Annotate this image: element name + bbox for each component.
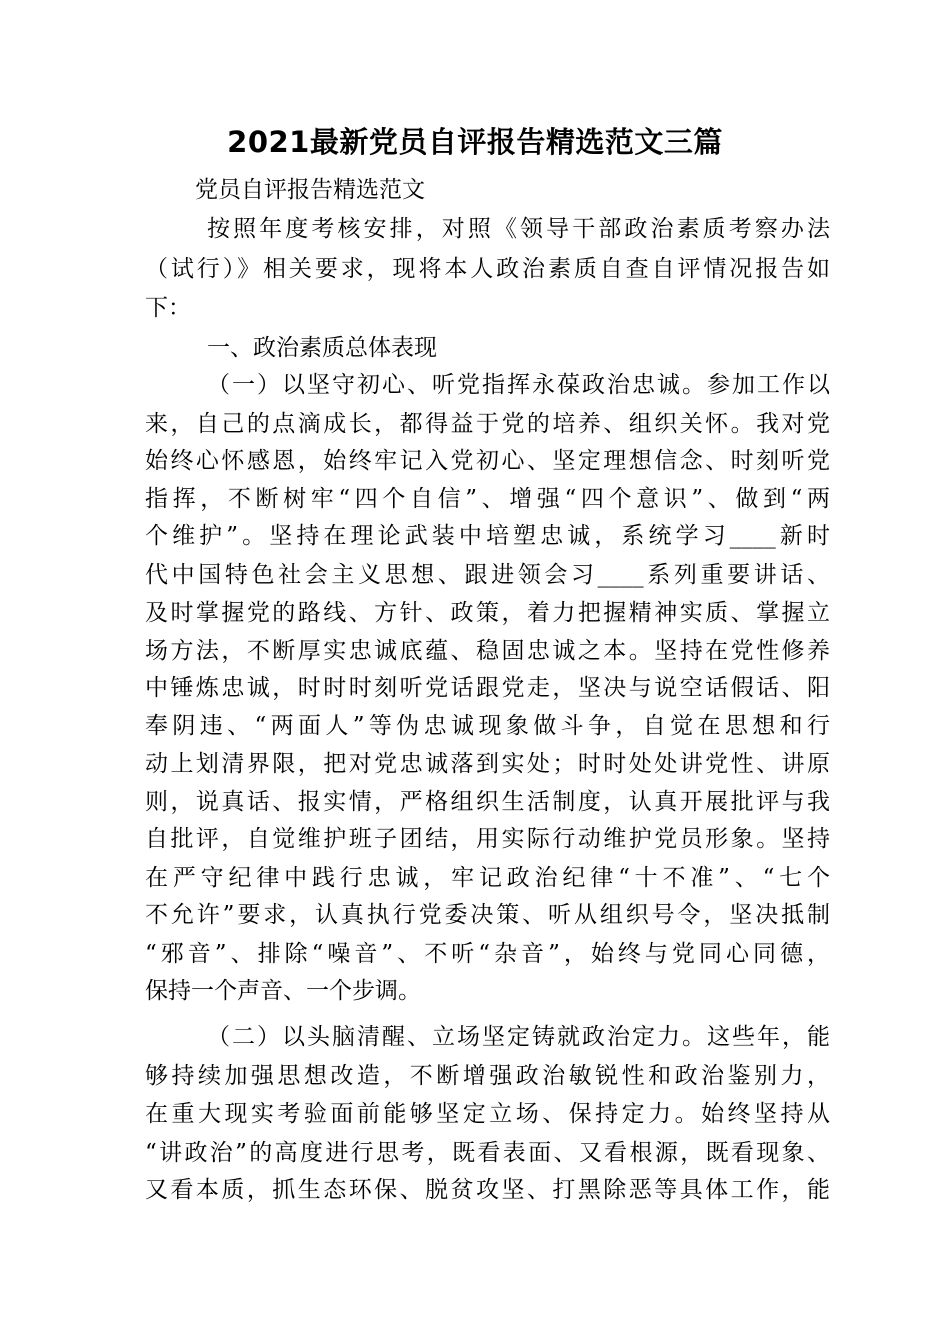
paragraph-line: 下：	[145, 295, 191, 321]
paragraph-line: 在严守纪律中践行忠诚，牢记政治纪律“十不准”、“七个	[145, 865, 830, 891]
paragraph-line: 则，说真话、报实情，严格组织生活制度，认真开展批评与我	[145, 789, 830, 815]
paragraph-line: “讲政治”的高度进行思考，既看表面、又看根源，既看现象、	[145, 1140, 830, 1166]
paragraph-line: 中锤炼忠诚，时时时刻听党话跟党走，坚决与说空话假话、阳	[145, 675, 830, 701]
paragraph-line: 指挥，不断树牢“四个自信”、增强“四个意识”、做到“两	[145, 486, 830, 512]
paragraph-line: （试行）》相关要求，现将本人政治素质自查自评情况报告如	[145, 256, 830, 282]
paragraph-line: 始终心怀感恩，始终牢记入党初心、坚定理想信念、时刻听党	[145, 448, 830, 474]
paragraph-line: 保持一个声音、一个步调。	[145, 978, 421, 1004]
paragraph-line: 不允许”要求，认真执行党委决策、听从组织号令，坚决抵制	[145, 902, 830, 928]
paragraph-line: “邪音”、排除“噪音”、不听“杂音”，始终与党同心同德，	[145, 941, 830, 967]
paragraph-line: 个维护”。坚持在理论武装中培塑忠诚，系统学习____新时	[145, 523, 830, 549]
paragraph-line: 动上划清界限，把对党忠诚落到实处；时时处处讲党性、讲原	[145, 751, 830, 777]
paragraph-line: （一）以坚守初心、听党指挥永葆政治忠诚。参加工作以	[207, 372, 830, 398]
paragraph-line: 按照年度考核安排，对照《领导干部政治素质考察办法	[207, 216, 830, 242]
paragraph-line: 奉阴违、“两面人”等伪忠诚现象做斗争，自觉在思想和行	[145, 713, 830, 739]
document-title: 2021最新党员自评报告精选范文三篇	[227, 125, 723, 159]
paragraph-line: 场方法，不断厚实忠诚底蕴、稳固忠诚之本。坚持在党性修养	[145, 638, 830, 664]
paragraph-line: 自批评，自觉维护班子团结，用实际行动维护党员形象。坚持	[145, 826, 830, 852]
document-subtitle: 党员自评报告精选范文	[195, 177, 425, 203]
paragraph-line: 代中国特色社会主义思想、跟进领会习____系列重要讲话、	[145, 562, 830, 588]
paragraph-line: （二）以头脑清醒、立场坚定铸就政治定力。这些年，能	[207, 1024, 830, 1050]
paragraph-line: 够持续加强思想改造，不断增强政治敏锐性和政治鉴别力，	[145, 1063, 830, 1089]
section-heading: 一、政治素质总体表现	[207, 335, 437, 361]
paragraph-line: 及时掌握党的路线、方针、政策，着力把握精神实质、掌握立	[145, 600, 830, 626]
paragraph-line: 在重大现实考验面前能够坚定立场、保持定力。始终坚持从	[145, 1101, 830, 1127]
paragraph-line: 来，自己的点滴成长，都得益于党的培养、组织关怀。我对党	[145, 411, 830, 437]
paragraph-line: 又看本质，抓生态环保、脱贫攻坚、打黑除恶等具体工作，能	[145, 1177, 830, 1203]
